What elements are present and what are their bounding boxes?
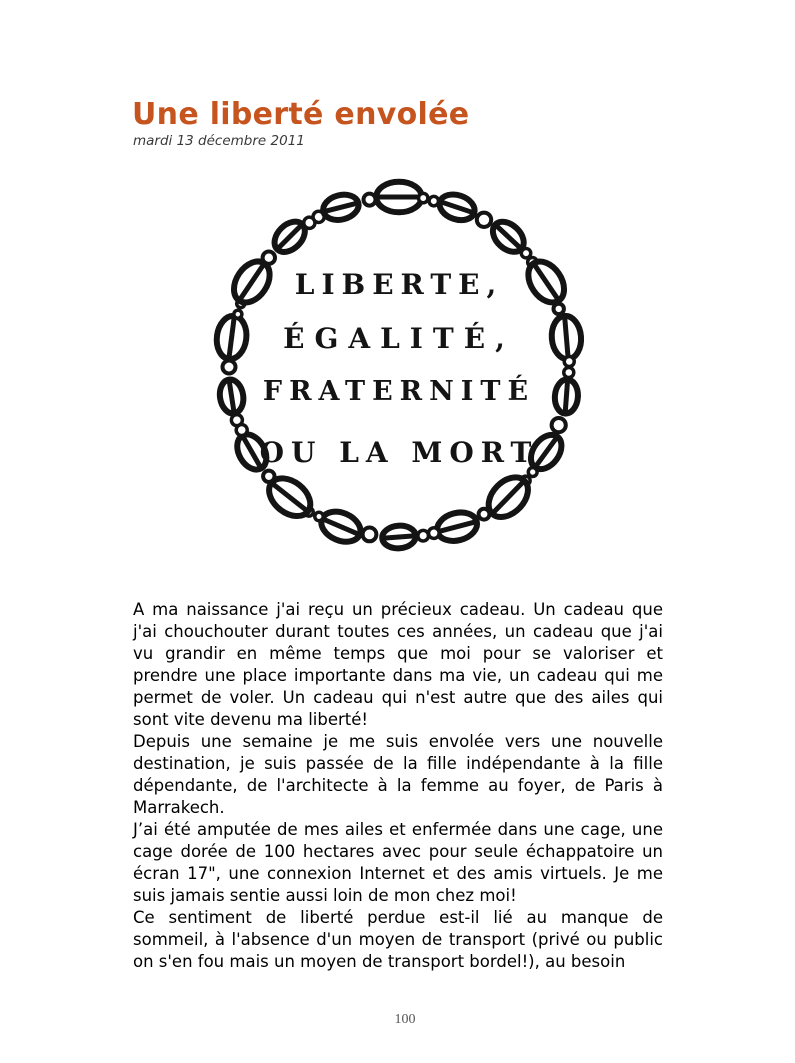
seal-line-1: LIBERTE, <box>294 268 504 301</box>
chain-border-icon <box>214 182 583 550</box>
seal-illustration <box>205 173 593 561</box>
post-date: mardi 13 décembre 2011 <box>133 133 305 149</box>
paragraph-1: A ma naissance j'ai reçu un précieux cadeau. Un cadeau que j'ai chouchouter durant toutes ces années, un cadeau que j'ai vu grandir en même temps que moi pour se valoriser et prendre une place importante dans ma vie, un cadeau qui me permet de voler. Un cadeau qui n'est autre que des ailes qui sont vite devenu ma liberté! <box>133 600 663 729</box>
page-number: 100 <box>394 1012 416 1027</box>
seal-line-2: ÉGALITÉ, <box>283 322 515 355</box>
paragraph-4: Ce sentiment de liberté perdue est-il lié au manque de sommeil, à l'absence d'un moyen de transport (privé ou public on s'en fou mais un moyen de transport bordel!), au besoin <box>133 908 663 971</box>
seal-line-3: FRATERNITÉ <box>262 376 536 407</box>
paragraph-3: J’ai été amputée de mes ailes et enfermée dans une cage, une cage dorée de 100 hectares avec pour seule échappatoire un écran 17", une connexion Internet et des amis virtuels. Je me suis jamais sentie aussi loin de mon chez moi! <box>133 820 663 905</box>
liberty-seal-image <box>205 173 593 561</box>
post-body <box>133 599 663 973</box>
paragraph-2: Depuis une semaine je me suis envolée vers une nouvelle destination, je suis passée de la fille indépendante à la fille dépendante, de l'architecte à la femme au foyer, de Paris à Marrakech. <box>133 732 663 817</box>
seal-line-4: OU LA MORT <box>259 436 539 469</box>
post-title: Une liberté envolée <box>132 97 470 132</box>
